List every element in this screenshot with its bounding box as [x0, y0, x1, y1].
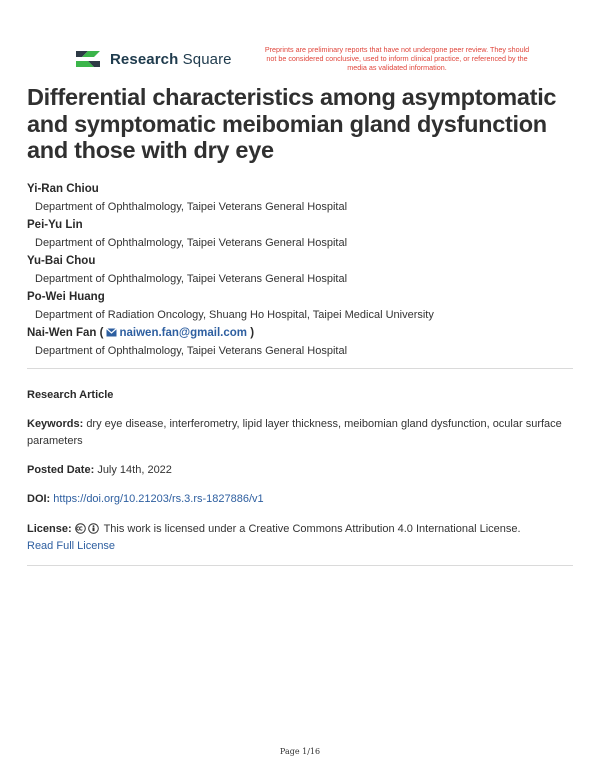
author-affiliation: Department of Ophthalmology, Taipei Veterans General Hospital	[35, 237, 348, 249]
attribution-icon	[88, 523, 99, 534]
page-number: Page 1/16	[279, 747, 321, 756]
paper-title: Differential characteristics among asymptomatic and symptomatic meibomian gland dysfunction and those with dry eye	[27, 84, 557, 163]
posted-date-value: July 14th, 2022	[97, 464, 172, 476]
author-affiliation: Department of Ophthalmology, Taipei Veterans General Hospital	[35, 201, 348, 213]
author-entry	[27, 181, 587, 217]
logo-word-square: Square	[182, 50, 232, 68]
author-entry	[27, 253, 587, 289]
doi-section	[27, 491, 573, 508]
posted-date-label: Posted Date:	[27, 464, 95, 476]
author-name: Yu-Bai Chou	[27, 255, 96, 267]
author-email-link[interactable]: naiwen.fan@gmail.com	[119, 327, 248, 339]
posted-date-section	[27, 462, 573, 479]
keywords-label: Keywords:	[27, 418, 84, 430]
creative-commons-icon	[75, 523, 86, 534]
author-affiliation: Department of Radiation Oncology, Shuang Ho Hospital, Taipei Medical University	[35, 309, 434, 321]
license-text: This work is licensed under a Creative Commons Attribution 4.0 International License.	[103, 523, 521, 535]
author-name: Yi-Ran Chiou	[27, 183, 99, 195]
email-close-paren: )	[247, 327, 255, 339]
author-affiliation: Department of Ophthalmology, Taipei Veterans General Hospital	[35, 345, 348, 357]
author-name: Po-Wei Huang	[27, 291, 105, 303]
author-name: Nai-Wen Fan	[27, 327, 97, 339]
author-affiliation: Department of Ophthalmology, Taipei Veterans General Hospital	[35, 273, 348, 285]
author-entry	[27, 217, 587, 253]
doi-link[interactable]: https://doi.org/10.21203/rs.3.rs-1827886/v1	[53, 493, 264, 505]
logo-wordmark	[110, 51, 232, 68]
license-section	[27, 521, 573, 555]
divider-bottom	[27, 565, 573, 566]
research-square-logo[interactable]	[74, 48, 232, 70]
license-label: License:	[27, 523, 72, 535]
keywords-section	[27, 416, 573, 450]
divider-top	[27, 368, 573, 369]
article-type: Research Article	[27, 389, 114, 401]
logo-word-research: Research	[110, 50, 179, 68]
logo-mark-icon	[74, 48, 102, 70]
keywords-value: dry eye disease, interferometry, lipid layer thickness, meibomian gland dysfunction, ocular surface parameters	[27, 418, 562, 447]
author-entry-corresponding	[27, 325, 587, 361]
preprint-notice: Preprints are preliminary reports that have not undergone peer review. They should not be considered conclusive, used to inform clinical practice, or referenced by the media as validated information.	[264, 45, 530, 72]
envelope-icon	[106, 328, 117, 337]
email-open-paren: (	[99, 327, 104, 339]
author-entry	[27, 289, 587, 325]
author-name: Pei-Yu Lin	[27, 219, 83, 231]
read-full-license-link[interactable]: Read Full License	[27, 540, 116, 552]
doi-label: DOI:	[27, 493, 51, 505]
author-list	[27, 181, 587, 361]
author-name-row	[27, 325, 587, 342]
